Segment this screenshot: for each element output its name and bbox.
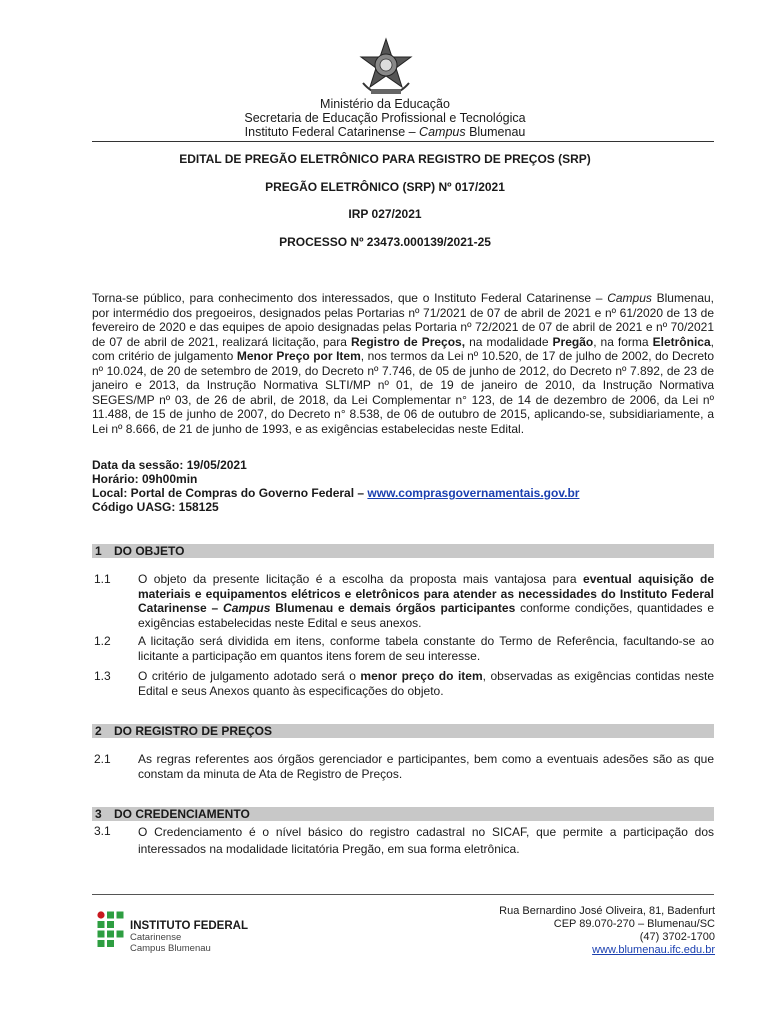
edital-title: EDITAL DE PREGÃO ELETRÔNICO PARA REGISTRO DE PREÇOS (SRP) bbox=[179, 152, 591, 166]
header-ministry: Ministério da Educação bbox=[320, 97, 450, 111]
address-cep: CEP 89.070-270 – Blumenau/SC bbox=[553, 918, 715, 930]
ifc-logo-text: INSTITUTO FEDERAL Catarinense Campus Blumenau bbox=[130, 920, 248, 954]
ifc-logo-icon bbox=[97, 911, 124, 949]
session-location: Local: Portal de Compras do Governo Federal – www.comprasgovernamentais.gov.br bbox=[92, 486, 580, 500]
session-uasg: Código UASG: 158125 bbox=[92, 500, 219, 514]
irp-title: IRP 027/2021 bbox=[348, 207, 422, 221]
section-header-credenciamento: 3 DO CREDENCIAMENTO bbox=[92, 807, 714, 821]
footer-divider bbox=[92, 894, 714, 895]
section-header-registro: 2 DO REGISTRO DE PREÇOS bbox=[92, 724, 714, 738]
website-link[interactable]: www.blumenau.ifc.edu.br bbox=[592, 944, 715, 956]
compras-link[interactable]: www.comprasgovernamentais.gov.br bbox=[367, 486, 580, 500]
processo-title: PROCESSO Nº 23473.000139/2021-25 bbox=[279, 235, 491, 249]
address-phone: (47) 3702-1700 bbox=[639, 931, 715, 943]
header-secretariat: Secretaria de Educação Profissional e Tecnológica bbox=[244, 111, 526, 125]
session-time: Horário: 09h00min bbox=[92, 472, 198, 486]
pregao-title: PREGÃO ELETRÔNICO (SRP) Nº 017/2021 bbox=[265, 180, 505, 194]
session-date: Data da sessão: 19/05/2021 bbox=[92, 458, 247, 472]
coat-of-arms-icon bbox=[355, 37, 417, 99]
header-institute: Instituto Federal Catarinense – Campus Blumenau bbox=[244, 125, 526, 139]
address-street: Rua Bernardino José Oliveira, 81, Badenfurt bbox=[499, 905, 715, 917]
header-divider bbox=[92, 141, 714, 142]
intro-paragraph: Torna-se público, para conhecimento dos interessados, que o Instituto Federal Catarinense – Campus Blumenau, por intermédio dos pregoeiros, designados pelas Portarias nº 71/2021 de 07 de abril de 2021 e nº 61/2020 de 13 de fevereiro de 2020 e das equipes de apoio designadas pelas Portaria nº 72/2021 de 07 de abril de 2021 e nº 70/2021 de 07 de abril de 2021, realizará licitação, para Registro de Preços, na modalidade Pregão, na forma Eletrônica, com critério de julgamento Menor Preço por Item, nos termos da Lei nº 10.520, de 17 de julho de 2002, do Decreto nº 10.024, de 20 de setembro de 2019, do Decreto nº 7.746, de 05 de junho de 2012, do Decreto nº 7.892, de 23 de janeiro e 2013, da Instrução Normativa SLTI/MP nº 01, de 19 de janeiro de 2010, da Instrução Normativa SEGES/MP nº 03, de 26 de abril, de 2018, da Lei Complementar n° 123, de 14 de dezembro de 2006, da Lei nº 11.488, de 15 de junho de 2007, do Decreto n° 8.538, de 06 de outubro de 2015, aplicando-se, subsidiariamente, a Lei nº 8.666, de 21 de junho de 1993, e as exigências estabelecidas neste Edital. bbox=[92, 291, 715, 436]
section-header-objeto: 1 DO OBJETO bbox=[92, 544, 714, 558]
footer-address bbox=[430, 905, 715, 957]
